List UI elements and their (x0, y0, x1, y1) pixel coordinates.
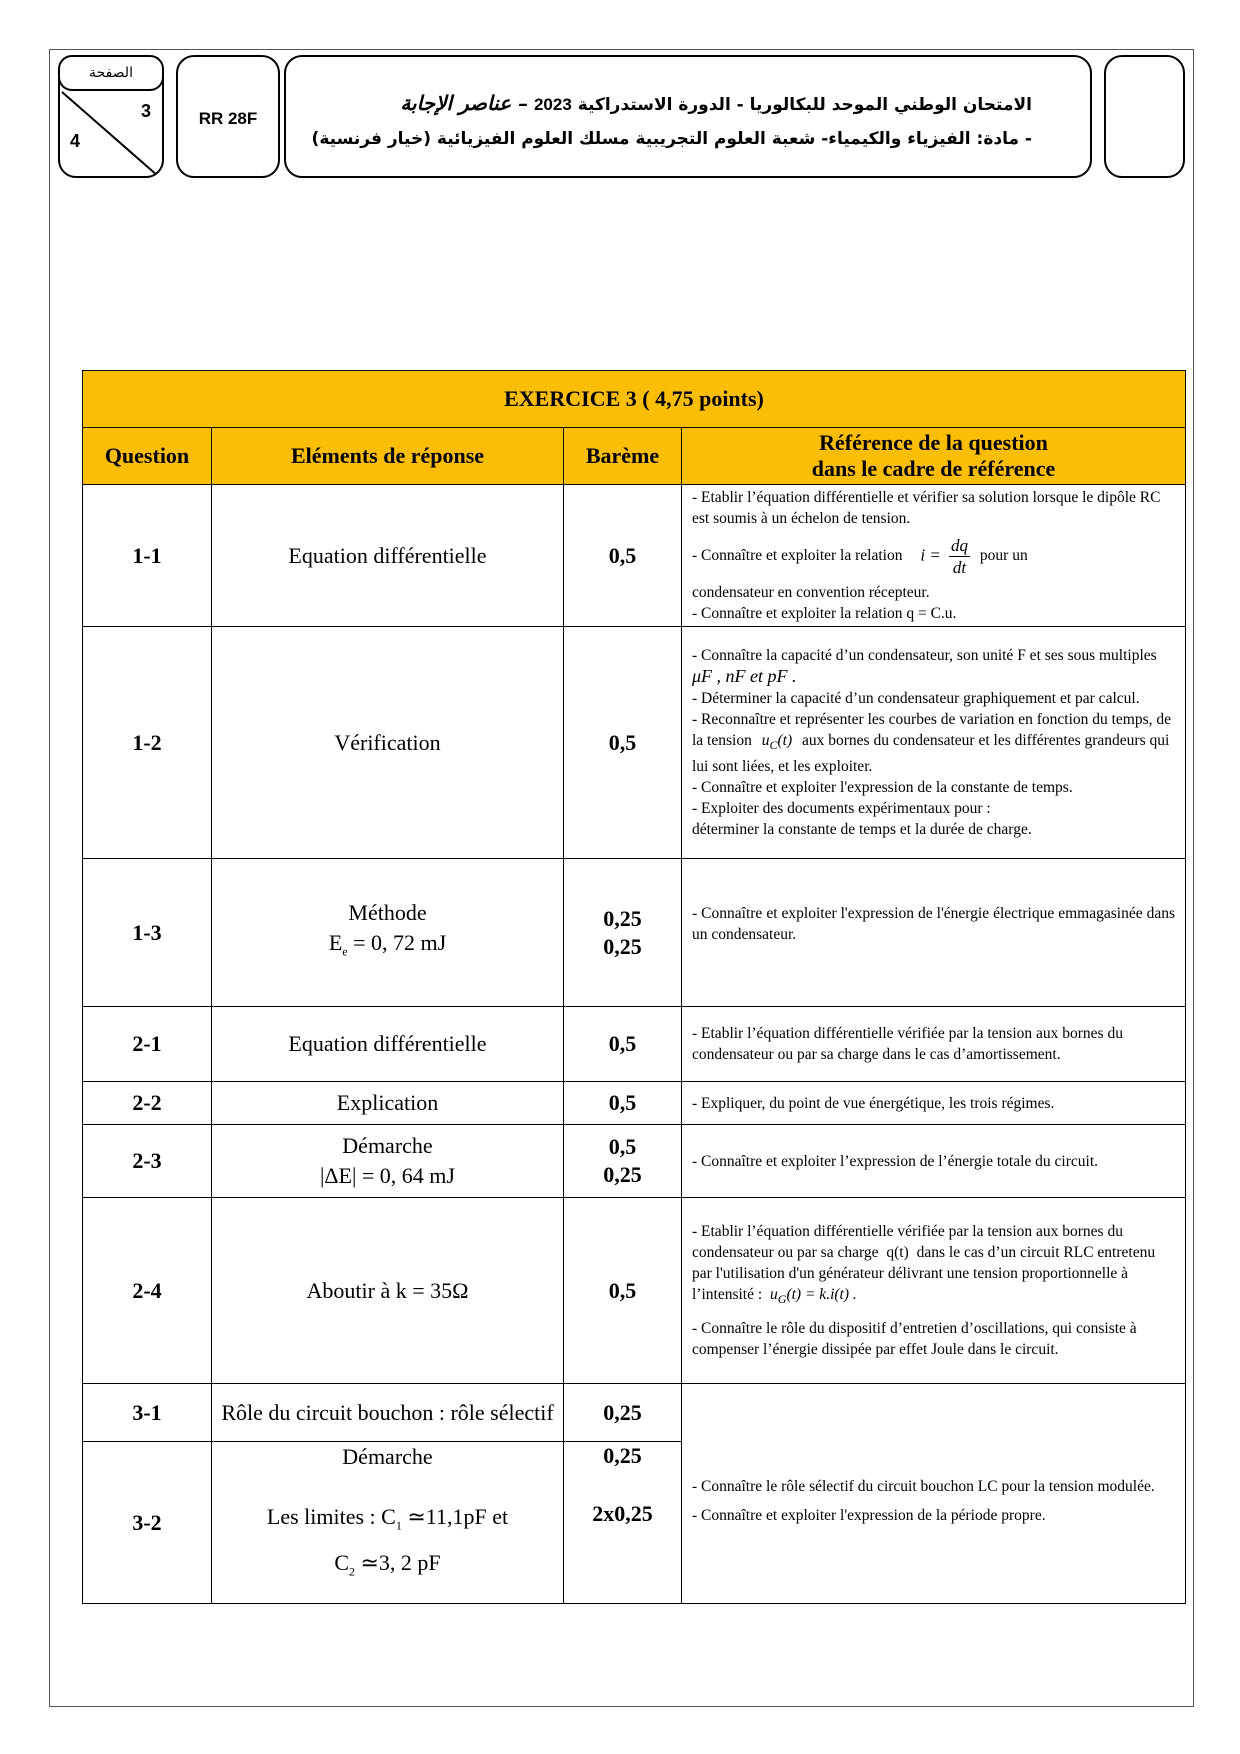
reference-text: - Connaître le rôle du dispositif d’entretien d’oscillations, qui consiste à compenser l’énergie dissipée par effet Joule dans le circuit. (692, 1320, 1137, 1359)
reference-text: dans le cas d’un circuit RLC entretenu par l'utilisation d'un générateur délivrant une tension proportionnelle à l’intensité : (692, 1243, 1156, 1303)
header-reference-line2: dans le cadre de référence (811, 456, 1056, 481)
table-row (83, 859, 1186, 1007)
answer-element: Equation différentielle (212, 485, 564, 627)
reference-text: - Connaître et exploiter la relation (692, 547, 903, 565)
units-list: μF , nF et pF . (692, 665, 797, 686)
reference-text: - Déterminer la capacité d’un condensateur graphiquement et par calcul. (692, 689, 1140, 707)
reference-cell (682, 859, 1186, 1007)
bareme-line: 0,25 (603, 905, 642, 931)
reference-cell (682, 1198, 1186, 1384)
question-number: 1-2 (83, 627, 212, 859)
answer-element: Explication (212, 1082, 564, 1125)
limit-c1-label: Les limites : C (266, 1504, 396, 1529)
reference-text: condensateur en convention récepteur. (692, 584, 930, 601)
bareme (564, 1125, 682, 1198)
question-number: 2-1 (83, 1007, 212, 1082)
bareme-line: 2x0,25 (592, 1501, 653, 1526)
answer-line: Méthode (348, 900, 427, 926)
formula-numerator: dq (951, 536, 969, 555)
question-number: 3-2 (83, 1442, 212, 1604)
answer-line: |ΔE| = 0, 64 mJ (320, 1163, 455, 1188)
page-total: 4 (70, 131, 81, 151)
page-label: الصفحة (58, 55, 164, 91)
answer-line (212, 1502, 563, 1540)
reference-text: - Etablir l’équation différentielle vérifiée par la tension aux bornes du condensateur ou par sa charge (692, 1222, 1123, 1261)
reference-text: aux bornes du condensateur et les différentes grandeurs qui lui sont liées, et les exploiter. (692, 731, 1170, 776)
header-reference-line1: Référence de la question (819, 430, 1048, 455)
bareme: 0,5 (564, 1082, 682, 1125)
bareme: 0,5 (564, 1007, 682, 1082)
table-row (83, 1007, 1186, 1082)
formula-u-sub: C (769, 738, 778, 753)
answer-element (212, 859, 564, 1007)
table-row (83, 1384, 1186, 1442)
question-number: 1-1 (83, 485, 212, 627)
blank-box (1104, 55, 1185, 178)
exercise-title: EXERCICE 3 ( 4,75 points) (83, 371, 1186, 428)
answer-table (82, 370, 1186, 1604)
answer-element: Vérification (212, 627, 564, 859)
question-number: 1-3 (83, 859, 212, 1007)
limit-c1-sub: 1 (395, 1518, 402, 1533)
bareme: 0,5 (564, 1198, 682, 1384)
formula-ug-rest: (t) = k.i(t) . (786, 1285, 857, 1303)
header-reference (682, 428, 1186, 485)
reference-text: - Exploiter des documents expérimentaux pour : (692, 800, 991, 818)
reference-text: - Connaître et exploiter l'expression de la période propre. (692, 1506, 1046, 1524)
reference-cell (682, 1007, 1186, 1082)
table-row (83, 485, 1186, 627)
title-text-a: الامتحان الوطني الموحد للبكالوريا - الدورة الاستدراكية (577, 95, 1032, 115)
title-year: 2023 (533, 95, 572, 114)
reference-cell (682, 1125, 1186, 1198)
reference-cell (682, 1384, 1186, 1604)
exam-title-line1 (400, 91, 1032, 115)
exam-title-box (284, 55, 1092, 178)
limit-c1-value: ≃11,1pF et (401, 1504, 509, 1529)
exam-code: RR 28F (176, 55, 280, 178)
header-bareme: Barème (564, 428, 682, 485)
limit-c2-label: C (334, 1550, 349, 1576)
limit-c2-value: ≃3, 2 pF (355, 1550, 441, 1576)
limit-c2-sub: 2 (349, 1564, 355, 1579)
bareme (564, 859, 682, 1007)
energy-symbol: E (328, 930, 343, 956)
answer-line (212, 1548, 563, 1586)
formula-ug: u (770, 1285, 778, 1303)
table-row (83, 1125, 1186, 1198)
formula-i-label: i = (920, 545, 941, 565)
table-row (83, 627, 1186, 859)
formula-i (920, 535, 970, 578)
bareme-line: 0,25 (603, 1162, 642, 1187)
answer-element: Aboutir à k = 35Ω (212, 1198, 564, 1384)
formula-q: q(t) (886, 1243, 909, 1261)
exam-title-line2: - مادة: الفيزياء والكيمياء- شعبة العلوم التجريبية مسلك العلوم الفيزيائية (خيار فرنسية) (311, 129, 1032, 149)
reference-text: - Connaître le rôle sélectif du circuit bouchon LC pour la tension modulée. (692, 1477, 1155, 1495)
reference-text: - Connaître et exploiter l’expression de l’énergie totale du circuit. (692, 1152, 1099, 1170)
bareme-line: 0,25 (603, 1443, 642, 1468)
answer-line: Démarche (342, 1444, 433, 1469)
header-question: Question (83, 428, 212, 485)
reference-text: - Connaître et exploiter la relation q = C.u. (692, 605, 957, 622)
reference-text: pour un (979, 547, 1028, 565)
answer-element: Rôle du circuit bouchon : rôle sélectif (212, 1384, 564, 1442)
page-current: 3 (141, 101, 152, 121)
table-row (83, 1082, 1186, 1125)
energy-sub: e (342, 944, 348, 959)
bareme: 0,5 (564, 627, 682, 859)
header-elements: Eléments de réponse (212, 428, 564, 485)
formula-ug-sub: G (777, 1292, 787, 1307)
question-number: 3-1 (83, 1384, 212, 1442)
title-text-b: – عناصر الإجابة (400, 91, 529, 115)
bareme: 0,25 (564, 1384, 682, 1442)
formula-u: u (761, 731, 770, 749)
answer-element (212, 1442, 564, 1604)
bareme-line: 0,25 (603, 933, 642, 959)
table-row (83, 1198, 1186, 1384)
formula-denominator: dt (952, 558, 967, 577)
bareme (564, 1442, 682, 1604)
reference-cell (682, 627, 1186, 859)
answer-line (212, 928, 563, 966)
reference-text: déterminer la constante de temps et la durée de charge. (692, 821, 1032, 839)
reference-text: - Connaître et exploiter l'expression de la constante de temps. (692, 779, 1073, 797)
bareme-line: 0,5 (608, 1134, 637, 1159)
bareme: 0,5 (564, 485, 682, 627)
answer-line: Démarche (342, 1133, 433, 1158)
reference-text: - Etablir l’équation différentielle vérifiée par la tension aux bornes du condensateur ou par sa charge dans le cas d’amortissement. (692, 1025, 1123, 1063)
reference-text: - Connaître la capacité d’un condensateur, son unité F et ses sous multiples (692, 646, 1157, 664)
formula-u-arg: (t) (777, 731, 793, 749)
reference-cell (682, 485, 1186, 627)
reference-text: - Expliquer, du point de vue énergétique, les trois régimes. (692, 1094, 1055, 1112)
question-number: 2-2 (83, 1082, 212, 1125)
reference-text: - Etablir l’équation différentielle et vérifier sa solution lorsque le dipôle RC est soumis à un échelon de tension. (692, 489, 1161, 527)
energy-value: = 0, 72 mJ (347, 930, 447, 956)
question-number: 2-4 (83, 1198, 212, 1384)
reference-cell (682, 1082, 1186, 1125)
answer-element: Equation différentielle (212, 1007, 564, 1082)
reference-text: - Connaître et exploiter l'expression de l'énergie électrique emmagasinée dans un condensateur. (692, 905, 1176, 943)
answer-element (212, 1125, 564, 1198)
reference-text: - Reconnaître et représenter les courbes de variation en fonction du temps, de la tension (692, 710, 1172, 749)
question-number: 2-3 (83, 1125, 212, 1198)
